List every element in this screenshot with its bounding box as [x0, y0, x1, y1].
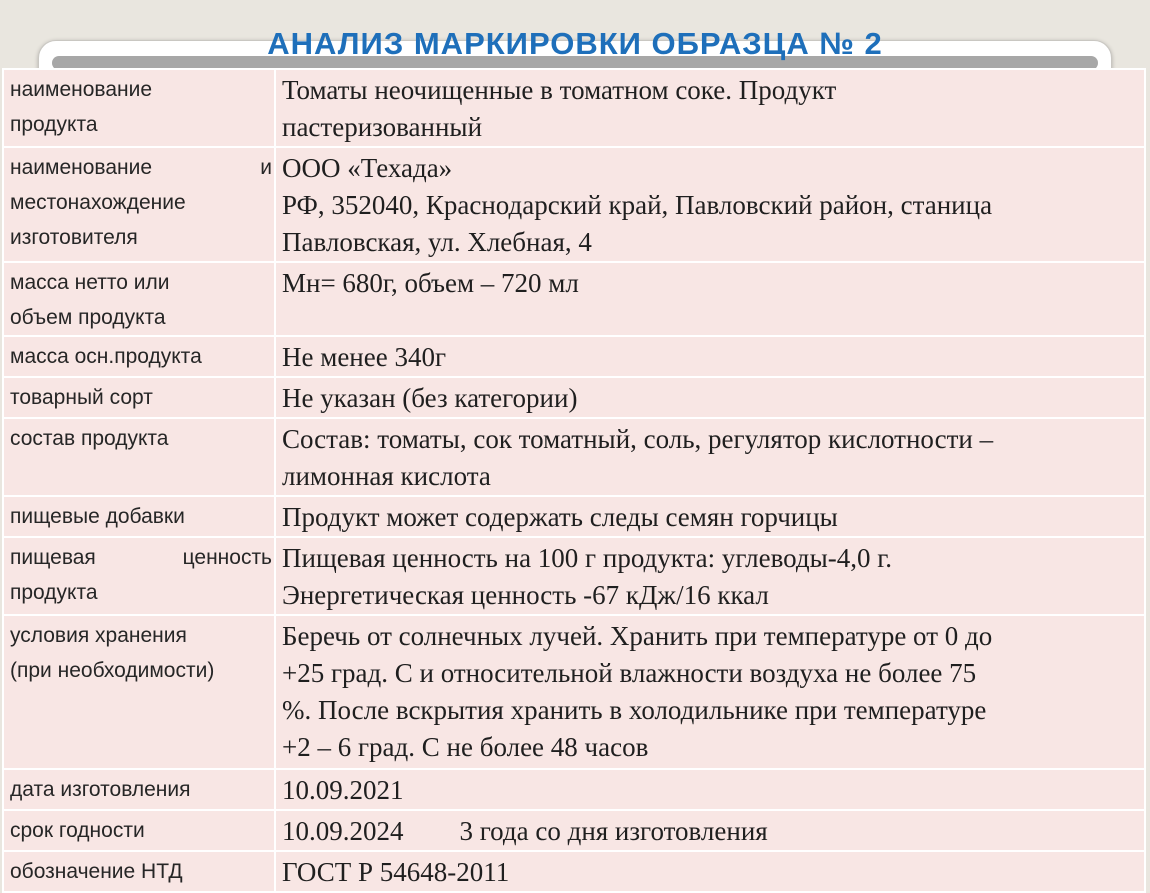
label-manufacturer: наименование и местонахождение изготовителя [3, 147, 275, 262]
row-composition [3, 418, 1145, 496]
value-product-name: Томаты неочищенные в томатном соке. Продукт пастеризованный [275, 69, 1145, 147]
row-storage-conditions [3, 615, 1145, 769]
value-composition: Состав: томаты, сок томатный, соль, регулятор кислотности – лимонная кислота [275, 418, 1145, 496]
value-net-mass: Мн= 680г, объем – 720 мл [275, 262, 1145, 336]
value-shelf-life [275, 810, 1145, 851]
slide-title: АНАЛИЗ МАРКИРОВКИ ОБРАЗЦА № 2 [267, 26, 883, 61]
row-manufacturer [3, 147, 1145, 262]
row-shelf-life [3, 810, 1145, 851]
value-nutritional-value: Пищевая ценность на 100 г продукта: углеводы-4,0 г. Энергетическая ценность -67 кДж/16 ккал [275, 537, 1145, 615]
shelf-life-note: 3 года со дня изготовления [459, 816, 768, 846]
row-grade [3, 377, 1145, 418]
shelf-life-date: 10.09.2024 [282, 816, 404, 846]
row-standard [3, 851, 1145, 892]
label-manufacture-date: дата изготовления [3, 769, 275, 810]
row-net-mass [3, 262, 1145, 336]
label-storage-conditions: условия хранения (при необходимости) [3, 615, 275, 769]
label-net-mass: масса нетто или объем продукта [3, 262, 275, 336]
marking-analysis-table [2, 68, 1146, 893]
label-main-product-mass: масса осн.продукта [3, 336, 275, 377]
value-standard: ГОСТ Р 54648-2011 [275, 851, 1145, 892]
label-grade: товарный сорт [3, 377, 275, 418]
value-food-additives: Продукт может содержать следы семян горчицы [275, 496, 1145, 537]
label-standard: обозначение НТД [3, 851, 275, 892]
label-shelf-life: срок годности [3, 810, 275, 851]
value-manufacture-date: 10.09.2021 [275, 769, 1145, 810]
value-manufacturer: ООО «Техада» РФ, 352040, Краснодарский край, Павловский район, станица Павловская, ул. Хлебная, 4 [275, 147, 1145, 262]
row-nutritional-value [3, 537, 1145, 615]
label-food-additives: пищевые добавки [3, 496, 275, 537]
row-product-name [3, 69, 1145, 147]
row-manufacture-date [3, 769, 1145, 810]
label-product-name: наименование продукта [3, 69, 275, 147]
row-food-additives [3, 496, 1145, 537]
label-nutritional-value: пищевая ценность продукта [3, 537, 275, 615]
label-composition: состав продукта [3, 418, 275, 496]
row-main-product-mass [3, 336, 1145, 377]
value-storage-conditions: Беречь от солнечных лучей. Хранить при температуре от 0 до +25 град. С и относительной влажности воздуха не более 75 %. После вскрытия хранить в холодильнике при температуре +2 – 6 град. С не более 48 часов [275, 615, 1145, 769]
value-main-product-mass: Не менее 340г [275, 336, 1145, 377]
value-grade: Не указан (без категории) [275, 377, 1145, 418]
